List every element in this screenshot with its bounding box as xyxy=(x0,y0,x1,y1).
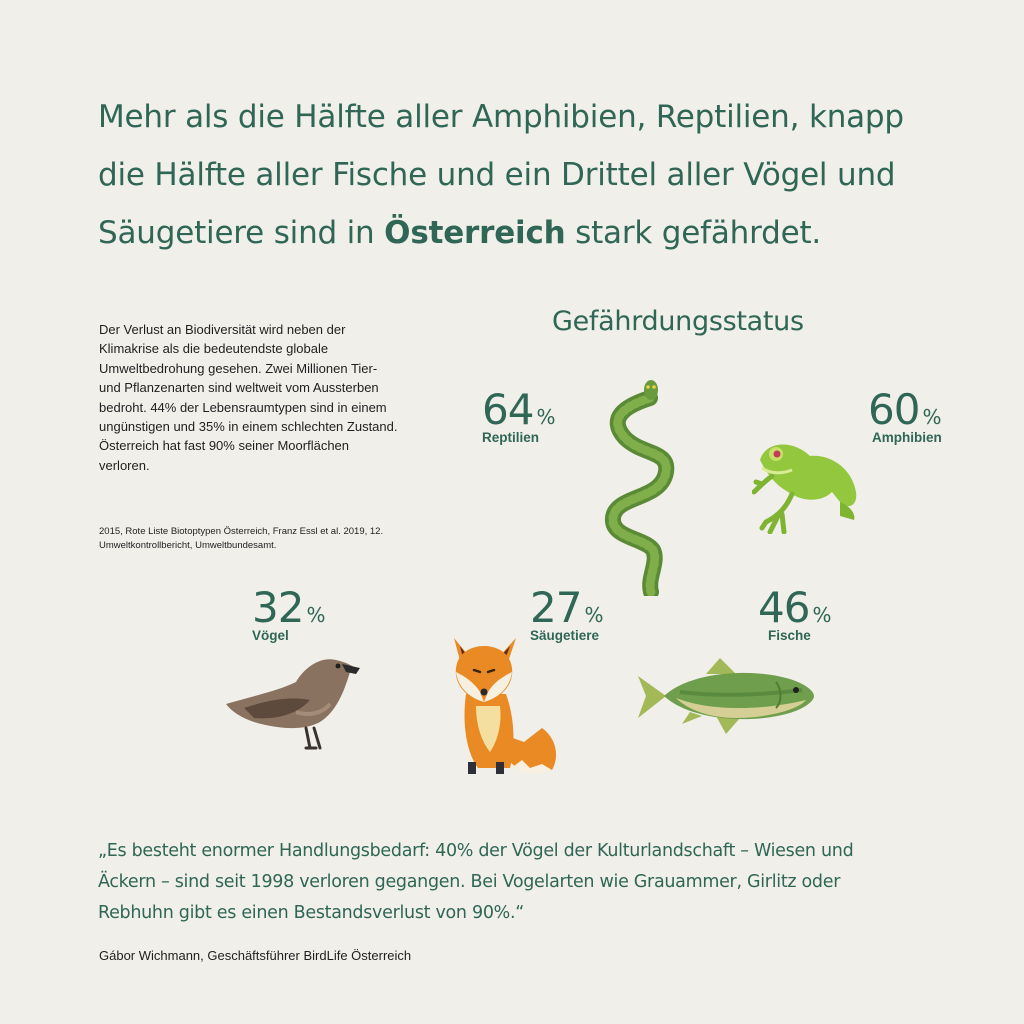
quote-line-1: „Es besteht enormer Handlungsbedarf: 40% der Vögel der Kulturlandschaft – Wiesen und xyxy=(98,841,854,861)
stat-value: 46 xyxy=(758,583,810,632)
source-note: 2015, Rote Liste Biotoptypen Österreich, Franz Essl et al. 2019, 12. Umweltkontrollbericht, Umweltbundesamt. xyxy=(99,526,384,551)
stat-label: Fische xyxy=(768,628,811,643)
stat-unit: % xyxy=(306,603,326,627)
headline-line-2: die Hälfte aller Fische und ein Drittel aller Vögel und xyxy=(98,157,896,193)
stat-label: Amphibien xyxy=(872,430,942,445)
frog-icon xyxy=(752,436,862,534)
headline xyxy=(98,88,958,262)
stat-reptiles xyxy=(482,385,556,446)
bird-icon xyxy=(224,652,364,754)
stat-label: Vögel xyxy=(252,628,289,643)
headline-line-3-post: stark gefährdet. xyxy=(565,215,822,251)
quote-line-2: Äckern – sind seit 1998 verloren gegangen. Bei Vogelarten wie Grauammer, Girlitz oder xyxy=(98,872,841,892)
stat-value: 64 xyxy=(482,385,534,434)
headline-line-1: Mehr als die Hälfte aller Amphibien, Reptilien, knapp xyxy=(98,99,904,135)
quote-line-3: Rebhuhn gibt es einen Bestandsverlust von 90%.“ xyxy=(98,903,525,923)
stat-unit: % xyxy=(922,405,942,429)
headline-bold-austria: Österreich xyxy=(384,215,566,251)
quote xyxy=(98,836,898,929)
stat-unit: % xyxy=(584,603,604,627)
headline-line-3-pre: Säugetiere sind in xyxy=(98,215,385,251)
stat-amphibians xyxy=(868,385,942,446)
fox-icon xyxy=(452,632,562,780)
stat-unit: % xyxy=(536,405,556,429)
intro-text: Der Verlust an Biodiversität wird neben der Klimakrise als die bedeutendste globale Umweltbedrohung gesehen. Zwei Millionen Tier- und Pflanzenarten sind weltweit vom Aussterben bedroht. 44% der Lebensraumtypen sind in einem ungünstigen und 35% in einem schlechten Zustand. Österreich hat fast 90% seiner Moorflächen verloren. xyxy=(99,322,398,473)
fish-icon xyxy=(636,656,818,738)
stat-fish xyxy=(758,583,832,644)
stat-label: Reptilien xyxy=(482,430,540,445)
stat-unit: % xyxy=(812,603,832,627)
stat-label: Säugetiere xyxy=(530,628,600,643)
stat-birds xyxy=(252,583,326,644)
stat-value: 60 xyxy=(868,385,920,434)
stat-value: 32 xyxy=(252,583,304,632)
status-title: Gefährdungsstatus xyxy=(552,306,804,337)
quote-author: Gábor Wichmann, Geschäftsführer BirdLife Österreich xyxy=(99,948,412,963)
stat-value: 27 xyxy=(530,583,582,632)
snake-icon xyxy=(595,378,695,596)
